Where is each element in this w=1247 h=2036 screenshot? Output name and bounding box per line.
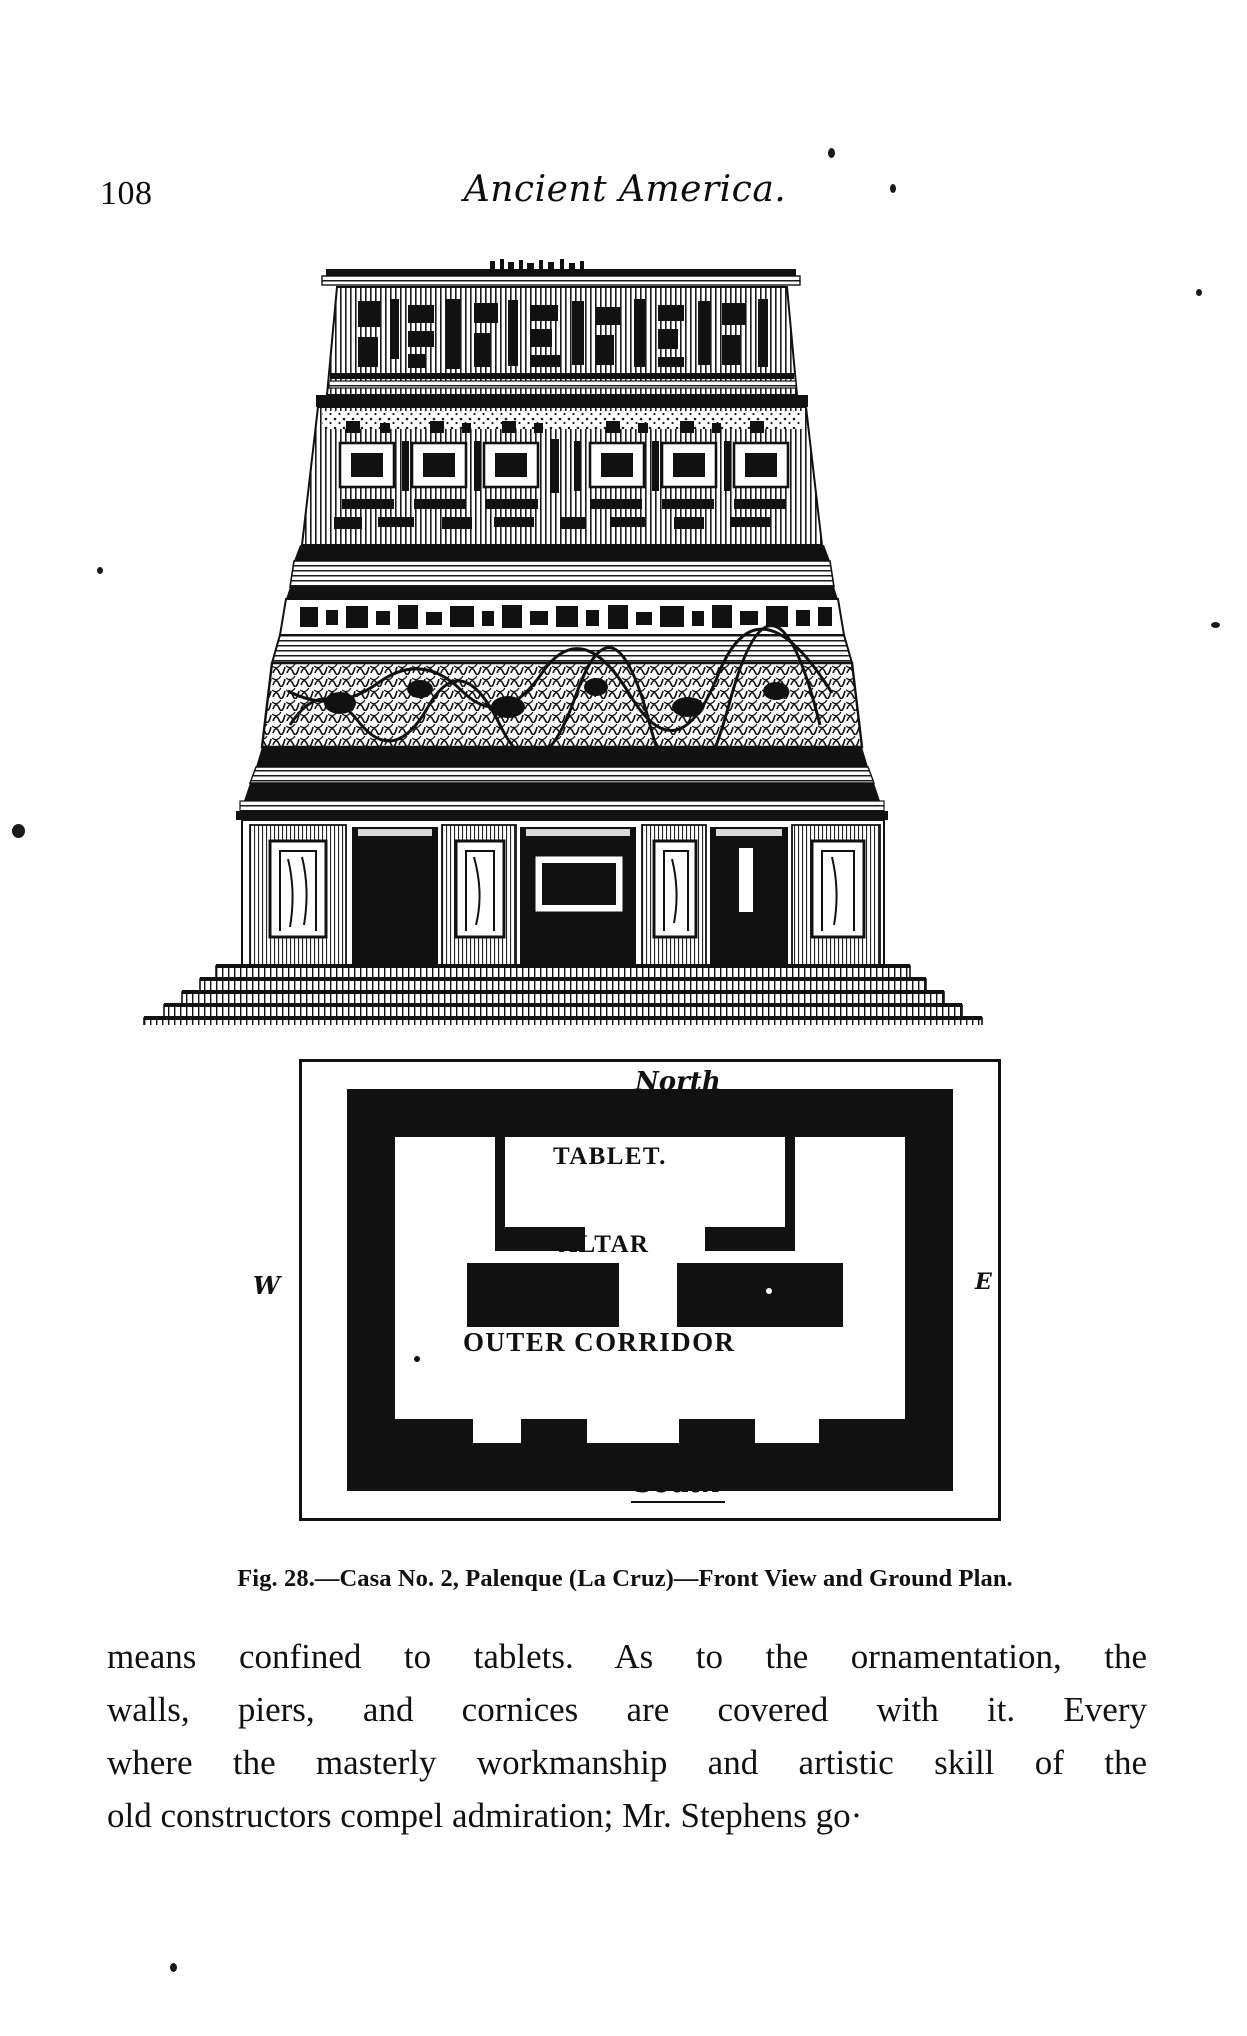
figure-28 (90, 255, 1160, 1555)
ink-speck (1196, 289, 1202, 296)
ink-speck (890, 184, 896, 193)
front-view-engraving (90, 255, 1160, 1025)
compass-west: W (253, 1271, 280, 1300)
ground-plan (215, 1059, 1025, 1529)
body-line: means confined to tablets. As to the ornamentation, the (107, 1637, 1147, 1676)
north-underline (631, 1099, 725, 1101)
body-line: old constructors compel admiration; Mr. Stephens go· (107, 1796, 863, 1835)
running-title: Ancient America. (463, 169, 787, 210)
compass-south: South (635, 1469, 721, 1499)
figure-caption: Fig. 28.—Casa No. 2, Palenque (La Cruz)—Front View and Ground Plan. (237, 1565, 1013, 1592)
plan-label-outer-corridor: OUTER CORRIDOR (463, 1327, 736, 1357)
plan-label-tablet: TABLET. (553, 1143, 667, 1170)
ink-speck (1211, 622, 1220, 628)
body-line: where the masterly workmanship and artistic skill of the (107, 1743, 1147, 1782)
running-head (100, 169, 1150, 221)
plan-label-altar: ALTAR (559, 1231, 650, 1258)
south-underline (631, 1501, 725, 1503)
page-number: 108 (100, 175, 153, 212)
ink-speck (828, 148, 835, 158)
ink-speck (170, 1963, 177, 1972)
ink-speck (12, 824, 25, 838)
body-line: walls, piers, and cornices are covered with it. Every (107, 1690, 1147, 1729)
plan-walls (299, 1059, 1001, 1521)
compass-north: North (635, 1067, 721, 1097)
compass-east: E (975, 1269, 992, 1295)
body-text (107, 1630, 1147, 1842)
